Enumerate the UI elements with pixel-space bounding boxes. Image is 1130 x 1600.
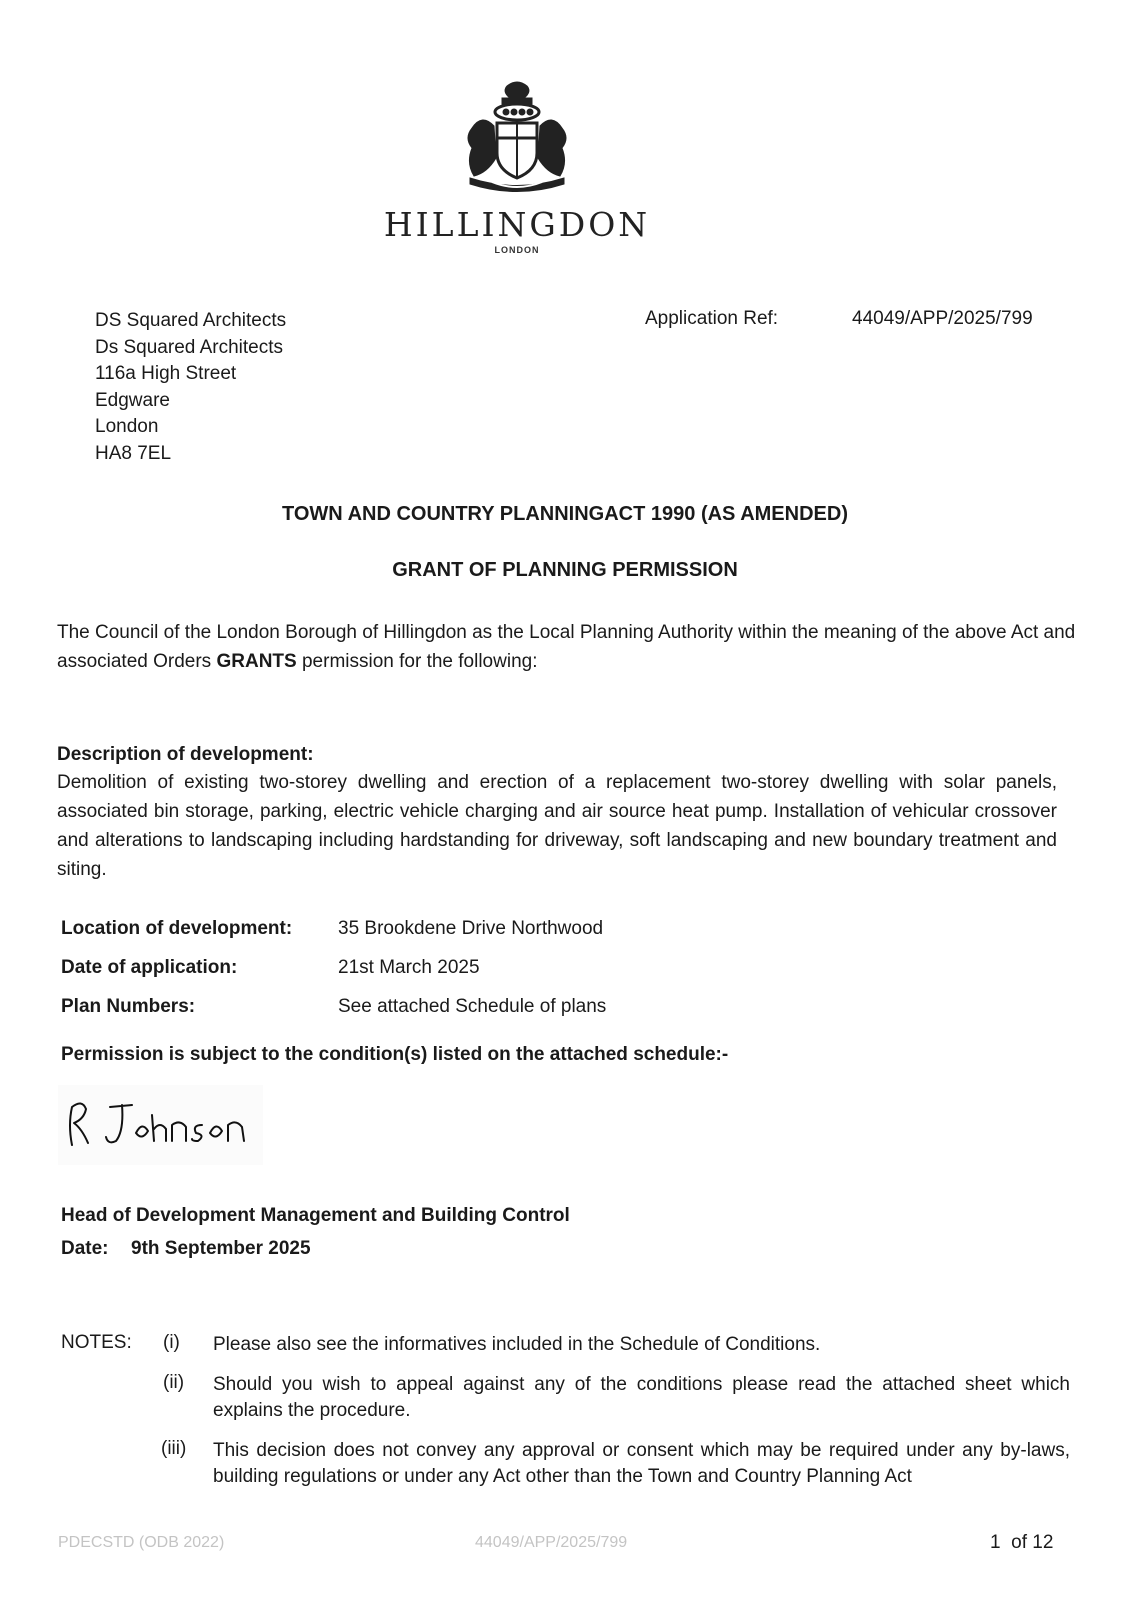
intro-text: The Council of the London Borough of Hillingdon as the Local Planning Authority within the meaning of the above Act and associated Orders	[57, 622, 1076, 672]
address-line: 116a High Street	[95, 363, 237, 384]
decision-date-value: 9th September 2025	[131, 1238, 311, 1259]
location-value: 35 Brookdene Drive Northwood	[338, 918, 604, 939]
application-date-value: 21st March 2025	[338, 957, 480, 978]
council-subtitle: LONDON	[494, 245, 540, 255]
conditions-statement: Permission is subject to the condition(s) listed on the attached schedule:-	[61, 1044, 729, 1065]
note-text: Should you wish to appeal against any of the conditions please read the attached sheet which explains the procedure.	[213, 1374, 1070, 1421]
intro-paragraph	[57, 618, 1077, 676]
address-line: Edgware	[95, 389, 170, 411]
council-logo	[382, 78, 652, 255]
plan-numbers-value: See attached Schedule of plans	[338, 996, 607, 1017]
address-line: Ds Squared Architects	[95, 336, 283, 358]
coat-of-arms-icon	[462, 78, 572, 198]
signatory-title: Head of Development Management and Building Control	[61, 1205, 570, 1226]
note-number: (ii)	[163, 1372, 185, 1393]
intro-text-end: permission for the following:	[296, 651, 538, 672]
address-line: London	[95, 416, 159, 437]
application-ref-value: 44049/APP/2025/799	[852, 308, 1033, 329]
footer-form-code: PDECSTD (ODB 2022)	[58, 1534, 225, 1551]
description-text: Demolition of existing two-storey dwelling and erection of a replacement two-storey dwelling with solar panels, associated bin storage, parking, electric vehicle charging and air source heat pump. Installation of vehicular crossover and alterations to landscaping including hardstanding for driveway, soft landscaping and new boundary treatment and siting.	[57, 772, 1057, 880]
location-label: Location of development:	[61, 918, 293, 939]
note-number: (i)	[163, 1332, 180, 1353]
grants-keyword: GRANTS	[216, 651, 297, 672]
note-text: Please also see the informatives included in the Schedule of Conditions.	[213, 1334, 821, 1355]
recipient-address	[95, 308, 286, 467]
footer-ref: 44049/APP/2025/799	[475, 1534, 628, 1551]
handwritten-signature-icon	[58, 1085, 263, 1165]
application-ref-label: Application Ref:	[645, 308, 779, 329]
note-text: This decision does not convey any approval or consent which may be required under any by-laws, building regulations or under any Act other than the Town and Country Planning Act	[213, 1440, 1070, 1487]
page-number: 1 of 12	[990, 1532, 1054, 1553]
note-number: (iii)	[161, 1438, 187, 1459]
act-heading: TOWN AND COUNTRY PLANNINGACT 1990 (AS AMENDED)	[282, 503, 848, 525]
plan-numbers-label: Plan Numbers:	[61, 996, 196, 1017]
decision-date-label: Date:	[61, 1238, 109, 1259]
address-line: HA8 7EL	[95, 442, 172, 464]
application-date-label: Date of application:	[61, 957, 238, 978]
council-name: HILLINGDON	[383, 205, 651, 244]
grant-heading: GRANT OF PLANNING PERMISSION	[392, 559, 738, 581]
notes-label: NOTES:	[61, 1332, 132, 1353]
address-line: DS Squared Architects	[95, 310, 287, 331]
signature	[58, 1085, 263, 1165]
description-heading: Description of development:	[57, 744, 314, 765]
